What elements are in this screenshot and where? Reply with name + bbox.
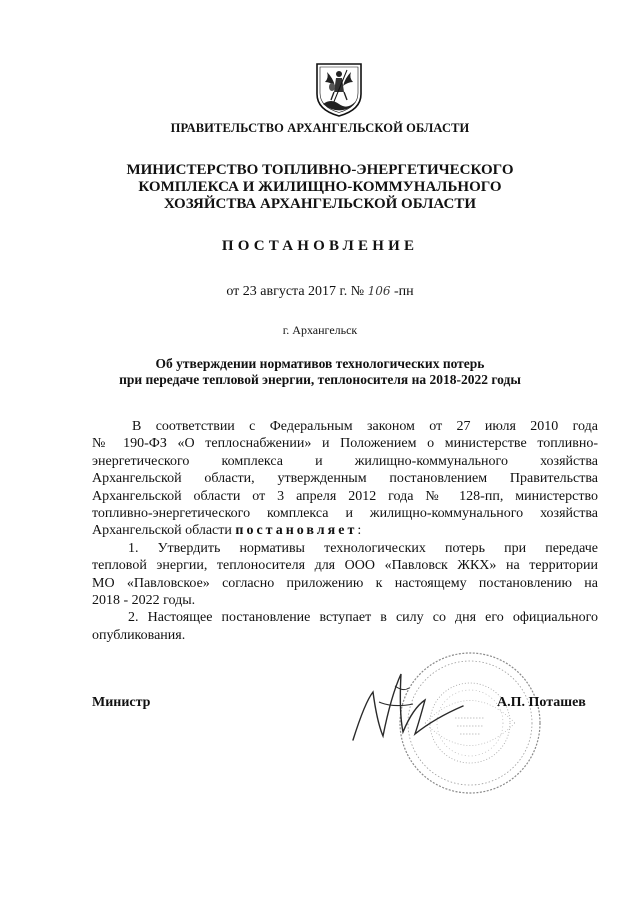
number-suffix: -пн bbox=[394, 284, 414, 299]
document-type: ПОСТАНОВЛЕНИЕ bbox=[221, 238, 419, 254]
date-line bbox=[0, 284, 640, 300]
text-fragment: : bbox=[357, 523, 362, 539]
signatory-name: А.П. Поташев bbox=[497, 695, 586, 710]
text-line: 2. Настоящее постановление вступает в силу со дня его официального bbox=[128, 610, 598, 626]
text-line: В соответствии с Федеральным законом от 27 июля 2010 года bbox=[132, 419, 598, 434]
signatory-position: Министр bbox=[92, 695, 151, 710]
text-line: энергетического комплекса и жилищно-коммунального хозяйства bbox=[92, 453, 598, 469]
paragraph-item-1 bbox=[92, 540, 598, 610]
title-line: Об утверждении нормативов технологических потерь bbox=[155, 356, 485, 371]
ministry-line: МИНИСТЕРСТВО ТОПЛИВНО-ЭНЕРГЕТИЧЕСКОГО bbox=[126, 162, 514, 178]
text-line: опубликования. bbox=[92, 627, 186, 643]
coat-of-arms-icon bbox=[313, 60, 365, 118]
document-body bbox=[92, 418, 598, 644]
text-line: тепловой энергии, теплоносителя для ООО «Павловск ЖКХ» на территории bbox=[92, 558, 598, 574]
paragraph-preamble bbox=[92, 418, 598, 540]
government-name: ПРАВИТЕЛЬСТВО АРХАНГЕЛЬСКОЙ ОБЛАСТИ bbox=[170, 121, 470, 135]
text-line: 2018 - 2022 годы. bbox=[92, 593, 196, 609]
text-line bbox=[92, 522, 598, 539]
text-line: № 190-ФЗ «О теплоснабжении» и Положением о министерстве топливно- bbox=[92, 436, 598, 452]
paragraph-item-2 bbox=[92, 609, 598, 644]
document-number: 106 bbox=[367, 284, 391, 298]
text-line: Архангельской области, утвержденным постановлением Правительства bbox=[92, 471, 598, 487]
document-title bbox=[0, 356, 640, 388]
city: г. Архангельск bbox=[282, 323, 358, 337]
text-line: МО «Павловское» согласно приложению к настоящему постановлению на bbox=[92, 575, 598, 591]
signature-icon bbox=[343, 662, 483, 752]
title-line: при передаче тепловой энергии, теплоносителя на 2018-2022 годы bbox=[119, 372, 521, 387]
ministry-line: КОМПЛЕКСА И ЖИЛИЩНО-КОММУНАЛЬНОГО bbox=[138, 179, 502, 195]
date-text: от 23 августа 2017 г. № bbox=[226, 284, 365, 299]
text-line: топливно-энергетического комплекса и жилищно-коммунального хозяйства bbox=[92, 506, 598, 522]
ministry-name bbox=[0, 162, 640, 213]
text-line: 1. Утвердить нормативы технологических потерь при передаче bbox=[128, 540, 598, 556]
ministry-line: ХОЗЯЙСТВА АРХАНГЕЛЬСКОЙ ОБЛАСТИ bbox=[163, 196, 477, 212]
decree-word: постановляет bbox=[235, 523, 358, 539]
text-line: Архангельской области от 3 апреля 2012 года № 128-пп, министерство bbox=[92, 488, 598, 504]
text-fragment: Архангельской области bbox=[92, 523, 232, 539]
